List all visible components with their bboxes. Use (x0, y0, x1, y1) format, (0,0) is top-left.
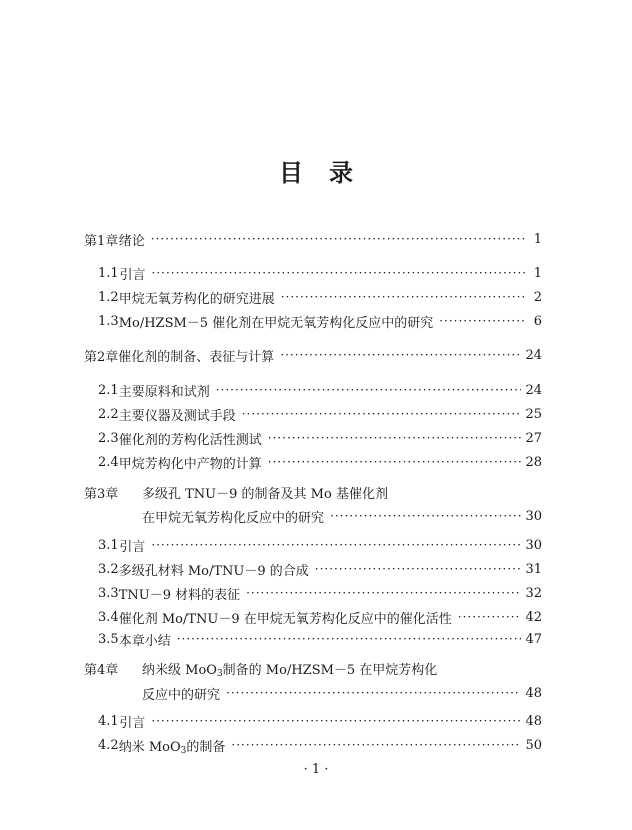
toc-section-3-2[interactable] (84, 559, 542, 579)
leader-dots (268, 431, 522, 445)
leader-dots (177, 632, 522, 646)
toc-page: 30 (525, 537, 542, 553)
toc-section-2-3[interactable] (84, 428, 542, 448)
leader-dots (226, 686, 521, 700)
toc-page: 6 (533, 313, 542, 329)
toc-section-3-3[interactable] (84, 583, 542, 603)
toc-number: 第4章 (84, 662, 119, 678)
toc-page: 1 (533, 231, 542, 247)
subscript: 3 (180, 745, 187, 756)
toc-page: 48 (525, 713, 542, 729)
toc-section-3-1[interactable] (84, 535, 542, 555)
toc-title-part: 的制备 (186, 739, 226, 755)
toc-number: 1.1 (98, 265, 119, 281)
leader-dots (281, 290, 526, 304)
toc-title: TNU－9 材料的表征 (118, 587, 241, 603)
toc-title: 在甲烷无氧芳构化反应中的研究 (142, 510, 325, 526)
toc-page: 28 (525, 454, 542, 470)
toc-title-part: 制备的 Mo/HZSM－5 在甲烷芳构化 (222, 662, 438, 678)
toc-page: 30 (525, 508, 542, 524)
toc-number: 4.2 (98, 737, 119, 753)
toc-title: 引言 (119, 539, 146, 555)
toc-title: Mo/HZSM－5 催化剂在甲烷无氧芳构化反应中的研究 (118, 315, 434, 331)
toc-number: 2.4 (98, 454, 119, 470)
toc-title-part: 纳米 MoO (118, 739, 181, 755)
leader-dots (315, 562, 522, 576)
toc-page: 24 (525, 382, 542, 398)
toc-title: 多级孔 TNU－9 的制备及其 Mo 基催化剂 (142, 486, 388, 502)
toc-section-4-1[interactable] (84, 711, 542, 731)
toc-title: 甲烷芳构化中产物的计算 (118, 456, 262, 472)
toc-number: 3.5 (98, 631, 119, 647)
toc-number: 第2章 (84, 349, 119, 365)
leader-dots (439, 314, 526, 328)
toc-number: 1.3 (98, 313, 119, 329)
toc-section-2-1[interactable] (84, 380, 542, 400)
title-char-2: 录 (329, 158, 353, 187)
toc-number: 3.2 (98, 561, 119, 577)
toc-title: 主要原料和试剂 (118, 384, 210, 400)
toc-number: 第1章 (84, 233, 119, 249)
toc-title: 多级孔材料 Mo/TNU－9 的合成 (118, 563, 309, 579)
toc-page: 47 (525, 631, 542, 647)
toc-title (142, 659, 437, 678)
toc-page: 27 (525, 430, 542, 446)
toc-chapter-4-continued[interactable] (142, 683, 542, 703)
toc-number: 2.2 (98, 406, 119, 422)
toc-title: 反应中的研究 (142, 687, 221, 703)
toc-number: 3.4 (98, 609, 119, 625)
page-number-footer: · 1 · (303, 762, 329, 777)
toc-section-1-1[interactable] (84, 263, 542, 283)
toc-chapter-2[interactable] (84, 345, 542, 365)
toc-chapter-1[interactable] (84, 229, 542, 249)
toc-title-part: 纳米级 MoO (142, 662, 217, 678)
toc-title: 本章小结 (118, 633, 171, 649)
toc-title: 催化剂 Mo/TNU－9 在甲烷无氧芳构化反应中的催化活性 (118, 611, 452, 627)
subscript: 3 (216, 668, 223, 679)
toc-page: 42 (525, 609, 542, 625)
toc-number: 3.1 (98, 537, 119, 553)
toc-number: 第3章 (84, 486, 119, 502)
toc-page: 31 (525, 561, 542, 577)
toc-title: 催化剂的芳构化活性测试 (118, 432, 262, 448)
toc-page: 48 (525, 685, 542, 701)
leader-dots (246, 586, 521, 600)
toc-section-1-3[interactable] (84, 311, 542, 331)
title-char-1: 目 (279, 158, 303, 187)
leader-dots (458, 610, 522, 624)
leader-dots (268, 455, 522, 469)
toc-page: 50 (525, 737, 542, 753)
leader-dots (151, 714, 521, 728)
toc-number: 2.3 (98, 430, 119, 446)
toc-section-2-2[interactable] (84, 404, 542, 424)
leader-dots (216, 383, 522, 397)
toc-page: 32 (525, 585, 542, 601)
toc-section-3-5[interactable] (84, 629, 542, 649)
toc-page: 1 (533, 265, 542, 281)
toc-section-4-2[interactable] (84, 735, 542, 755)
leader-dots (330, 509, 521, 523)
leader-dots (231, 738, 521, 752)
leader-dots (280, 348, 521, 362)
leader-dots (242, 407, 522, 421)
toc-section-2-4[interactable] (84, 452, 542, 472)
toc-page: 2 (533, 289, 542, 305)
toc-title: 催化剂的制备、表征与计算 (118, 349, 275, 365)
leader-dots (151, 538, 521, 552)
toc-page: 24 (525, 347, 542, 363)
toc-title: 主要仪器及测试手段 (118, 408, 236, 424)
toc-title: 引言 (119, 715, 146, 731)
toc-title: 甲烷无氧芳构化的研究进展 (118, 291, 275, 307)
page-title (0, 153, 632, 188)
toc-chapter-4[interactable] (84, 658, 542, 678)
toc-number: 3.3 (98, 585, 119, 601)
leader-dots (151, 232, 526, 246)
toc-section-3-4[interactable] (84, 607, 542, 627)
toc-chapter-3-continued[interactable] (142, 506, 542, 526)
toc-number: 1.2 (98, 289, 119, 305)
toc-title: 绪论 (118, 233, 145, 249)
toc-section-1-2[interactable] (84, 287, 542, 307)
toc-number: 2.1 (98, 382, 119, 398)
toc-page: 25 (525, 406, 542, 422)
toc-title (119, 736, 226, 755)
toc-number: 4.1 (98, 713, 119, 729)
leader-dots (152, 266, 526, 280)
toc-chapter-3[interactable] (84, 482, 542, 502)
toc-title: 引言 (119, 267, 146, 283)
